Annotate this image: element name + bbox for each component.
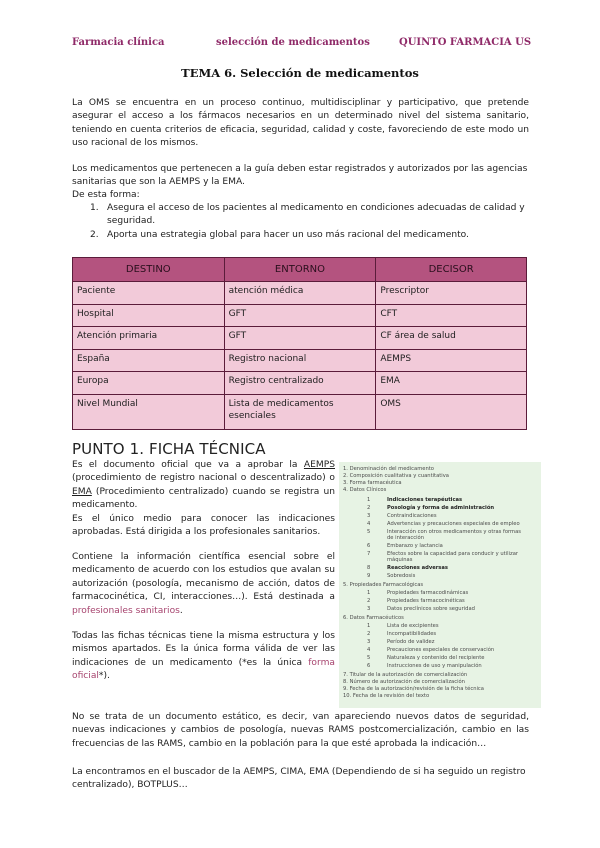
guide-paragraph: Los medicamentos que pertenecen a la guía deben estar registrados y autorizados por las agencias sanitarias que son la AEMPS y la EMA. [72,164,528,188]
index-line: Advertencias y precauciones especiales de empleo [387,521,520,527]
table-cell: AEMPS [376,349,527,372]
index-line: 2. Composición cualitativa y cuantitativa [343,473,449,479]
table-cell: OMS [376,394,527,429]
table-cell: Nivel Mundial [73,394,225,429]
index-line: Instrucciones de uso y manipulación [387,663,482,669]
intro-paragraph: La OMS se encuentra en un proceso continuo, multidisciplinar y participativo, que pretende asegurar el acceso a los fármacos necesarios en un determinado nivel del sistema sanitario, teniendo en cuenta criterios de eficacia, seguridad, calidad y coste, favoreciendo de este modo un uso racional de los mismos. [72,98,529,149]
highlight-text: forma oficial [72,657,335,682]
index-line: Incompatibilidades [387,631,437,637]
index-line: máquinas [387,557,413,563]
table-cell: Registro centralizado [224,372,376,395]
index-line: Efectos sobre la capacidad para conducir y utilizar [387,551,519,557]
table-cell: Europa [73,372,225,395]
table-cell: GFT [224,304,376,327]
table-row [73,372,527,395]
index-line: Precauciones especiales de conservación [387,647,495,653]
index-line: Lista de excipientes [387,623,439,629]
table-header-cell: DESTINO [73,258,225,282]
page-title: TEMA 6. Selección de medicamentos [181,66,419,80]
index-line: 10. Fecha de la revisión del texto [343,693,430,699]
table-cell: Prescriptor [376,282,527,305]
table-cell: Paciente [73,282,225,305]
table-cell: atención médica [224,282,376,305]
table-cell: España [73,349,225,372]
table-cell: Atención primaria [73,327,225,350]
index-line: Datos preclínicos sobre seguridad [387,606,475,612]
ficha-index-image: 1. Denominación del medicamento 2. Composición cualitativa y cuantitativa 3. Forma farmacéutica 4. Datos Clínicos 1 Indicaciones terapéuticas 2 Posología y forma de administración 3 Contraindicaciones 4 Advertencias y precauciones especiales de empleo 5 Interacción con otros medicamentos y otras formas de interacción 6 Embarazo y lactancia 7 Efectos sobre la capacidad para conducir y utilizar máquinas 8 Reacciones adversas 9 Sobredosis 5. Propiedades Farmacológicas 1 Propiedades farmacodinámicas 2 Propiedades farmacocinéticas 3 Datos preclínicos sobre seguridad 6. Datos Farmacéuticos 1 Lista de excipientes 2 Incompatibilidades 3 Período de validez 4 Precauciones especiales de conservación 5 Naturaleza y contenido del recipiente 6 Instrucciones de uso y manipulación 7. Titular de la autorización de comercialización 8. Número de autorización de comercialización 9. Fecha de la autorización/revisión de la ficha técnica 10. Fecha de la revisión del texto [339,462,541,708]
ficha-paragraph-4: No se trata de un documento estático, es decir, van apareciendo nuevos datos de seguridad, nuevas indicaciones y cambios de posología, nuevas RAMS postcomercialización, cambio en las frecuencias de las RAMS, cambio en la población para la que esté aprobada la indicación… [72,712,529,749]
table-cell: CF área de salud [376,327,527,350]
index-line: Interacción con otros medicamentos y otras formas [387,529,521,535]
index-line: Propiedades farmacocinéticas [387,598,465,604]
index-line: Reacciones adversas [387,565,448,571]
ficha-paragraph-5: La encontramos en el buscador de la AEMPS, CIMA, EMA (Dependiendo de si ha seguido un registro centralizado), BOTPLUS… [72,767,526,791]
table-row [73,304,527,327]
index-line: 3. Forma farmacéutica [343,480,402,486]
section-title: PUNTO 1. FICHA TÉCNICA [72,440,266,458]
table-cell: CFT [376,304,527,327]
ficha-paragraph-1: Es el documento oficial que va a aprobar la AEMPS (procedimiento de registro nacional o descentralizado) o EMA (Procedimiento centralizado) cuando se registra un medicamento. Es el único medio para conocer las indicaciones aprobadas. Está dirigida a los profesionales sanitarios. [72,460,335,538]
form-intro: De esta forma: [72,190,140,200]
header-course-year: QUINTO FARMACIA US [399,37,532,48]
list-item: 1. Asegura el acceso de los pacientes al medicamento en condiciones adecuadas de calidad y seguridad. [90,203,525,227]
highlight-text: profesionales sanitarios [72,605,180,616]
ficha-paragraph-3: Todas las fichas técnicas tiene la misma estructura y los mismos apartados. Es la única forma válida de ver las indicaciones de un medicamento (*es la única forma oficial*). [72,631,335,682]
index-line: 7. Titular de la autorización de comercialización [343,672,468,678]
index-line: 8. Número de autorización de comercialización [343,679,465,685]
index-line: Naturaleza y contenido del recipiente [387,655,485,661]
index-line: 9. Fecha de la autorización/revisión de la ficha técnica [343,686,484,692]
aemps-term: AEMPS [303,460,335,470]
index-line: 5. Propiedades Farmacológicas [343,582,424,588]
ficha-paragraph-2: Contiene la información científica esencial sobre el medicamento de acuerdo con los estudios que avalan su autorización (posología, mecanismo de acción, datos de farmacocinética, CI, interacciones…). Está destinada a profesionales sanitarios. [72,552,335,616]
table-row [73,282,527,305]
table-header-cell: DECISOR [376,258,527,282]
index-line: Período de validez [387,639,435,645]
table-cell: Registro nacional [224,349,376,372]
form-list [72,202,532,242]
table-cell: Hospital [73,304,225,327]
index-line: Sobredosis [387,573,416,579]
table-header-row [73,258,527,282]
index-line: Posología y forma de administración [387,505,495,511]
index-line: Propiedades farmacodinámicas [387,590,469,596]
list-item: 2. Aporta una estrategia global para hacer un uso más racional del medicamento. [90,229,469,240]
index-line: Indicaciones terapéuticas [387,497,463,503]
index-line: Contraindicaciones [387,513,437,519]
index-line: Embarazo y lactancia [387,543,443,549]
header-topic: selección de medicamentos [216,37,370,48]
index-line: de interacción [387,535,425,541]
ema-term: EMA [72,486,92,497]
table-row [73,327,527,350]
table-cell: Lista de medicamentos esenciales [224,394,376,429]
header-course: Farmacia clínica [72,37,165,48]
index-line: 4. Datos Clínicos [343,487,387,493]
table-cell: GFT [224,327,376,350]
table-header-cell: ENTORNO [224,258,376,282]
selection-table [72,257,527,430]
index-line: 1. Denominación del medicamento [343,466,434,472]
index-line: 6. Datos Farmacéuticos [343,615,404,621]
table-row [73,349,527,372]
table-row [73,394,527,429]
table-cell: EMA [376,372,527,395]
